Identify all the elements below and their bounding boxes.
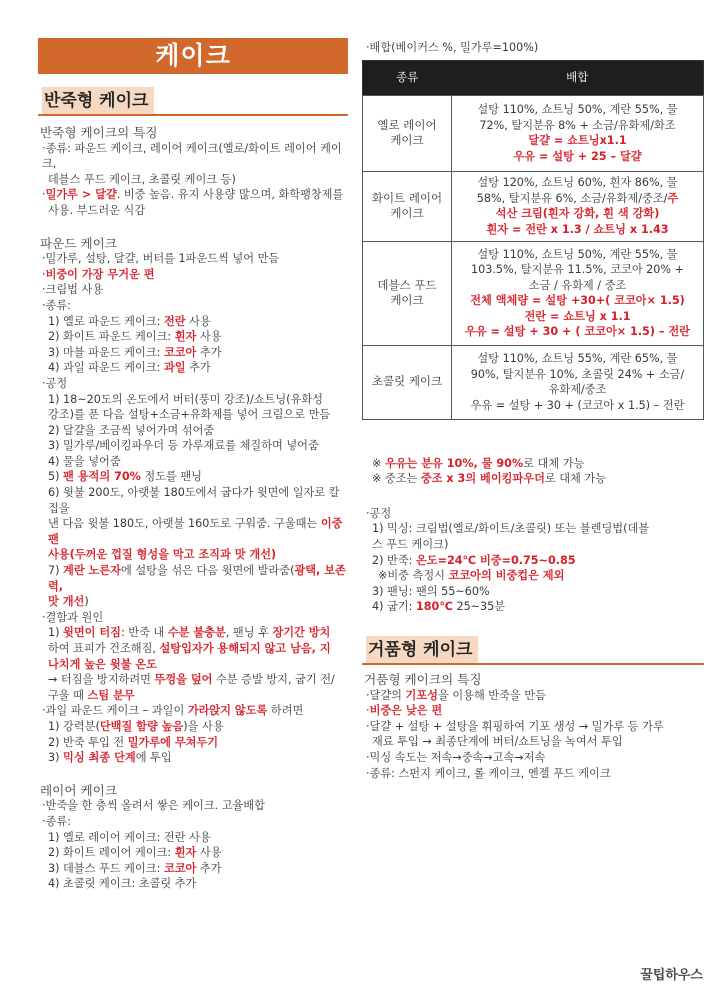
list-item: 5) 팬 용적의 70% 정도를 팬닝 [48,470,202,484]
left-column [38,87,348,892]
list-item: 낸 다음 윗불 180도, 아랫불 160도로 구워줌. 구울때는 이중팬 [48,517,343,546]
list-item: 하여 표피가 건조해짐, 설탕입자가 용해되지 않고 남음, 지 [48,642,331,655]
table-row [363,171,704,241]
list-item: 2) 화이트 레이어 케이크: 흰자 사용 [48,846,222,860]
list-item: 4) 굽기: 180℃ 25~35분 [372,600,506,614]
text-line: ·달걀 + 설탕 + 설탕을 휘핑하여 기포 생성 → 밀가루 등 가루 [366,719,664,733]
list-item: 1) 옐로 레이어 케이크: 전란 사용 [48,830,211,844]
text-line: ·달걀의 기포성을 이용해 반죽을 만듬 [366,688,546,702]
list-item: 사용(두꺼운 껍질 형성을 막고 조직과 맛 개선) [48,548,277,562]
subheading-foam-features: 거품형 케이크의 특징 [364,671,482,687]
list-item: 3) 마블 파운드 케이크: 코코아 추가 [48,345,222,359]
list-item: 4) 초콜릿 케이크: 초콜릿 추가 [48,877,197,891]
subheading-layer-cake: 레이어 케이크 [40,782,117,798]
text-line: 데블스 푸드 케이크, 초콜릿 케이크 등) [48,172,236,186]
subheading-features: 반죽형 케이크의 특징 [40,125,158,140]
text-line: ·공정 [366,506,392,520]
section-header-batter-cake [38,87,348,116]
text-line: ·과일 파운드 케이크 – 과일이 가라앉지 않도록 하려면 [42,704,304,718]
table-cell-mix: 설탕 110%, 쇼트닝 50%, 계란 55%, 물 103.5%, 탈지분유 11.5%, 코코아 20% + 소금 / 유화제 / 중조 전체 액체량 = 설탕 +30+( 코코아× 1.5) 전란 = 쇼트닝 x 1.1 우유 = 설탕 + 30 + ( 코코아× 1.5) – 전란 [452,241,704,345]
list-item: 구울 때 스팀 분무 [48,688,135,702]
text-line: ·반죽을 한 층씩 올려서 쌓은 케이크. 고율배합 [42,799,265,813]
table-cell-mix: 설탕 110%, 쇼트닝 50%, 계란 55%, 물 72%, 탈지분유 8% + 소금/유화제/화조 달걀 = 쇼트닝x1.1 우유 = 설탕 + 25 – 달걀 [452,95,704,171]
list-item: 4) 과일 파운드 케이크: 과일 추가 [48,361,211,375]
table-header-row [363,60,704,95]
text-line: ·비중이 가장 무거운 편 [42,267,155,281]
list-item: 6) 윗불 200도, 아랫불 180도에서 굽다가 윗면에 일자로 칼집을 [48,486,340,515]
list-item: 4) 물을 넣어줌 [48,454,121,468]
table-cell-type: 데블스 푸드 케이크 [363,241,452,345]
list-item: 맛 개선) [48,595,89,609]
note-line: ※ 중조는 중조 x 3의 베이킹파우더로 대체 가능 [372,472,607,486]
table-row [363,241,704,345]
list-item: 3) 팬닝: 팬의 55~60% [372,584,490,598]
table-cell-mix: 설탕 120%, 쇼트닝 60%, 흰자 86%, 물 58%, 탈지분유 6%, 소금/유화제/중조/주 석산 크림(흰자 강화, 흰 색 강화) 흰자 = 전란 x 1.3 / 쇼트닝 x 1.43 [452,171,704,241]
recipe-table [362,60,704,420]
list-item: 2) 달걀을 조금씩 넣어가며 섞어줌 [48,423,215,437]
list-item: 3) 데블스 푸드 케이크: 코코아 추가 [48,861,222,875]
table-cell-mix: 설탕 110%, 쇼트닝 55%, 계란 65%, 물 90%, 탈지분유 10%, 초콜릿 24% + 소금/ 유화제/중조 우유 = 설탕 + 30 + (코코아 x 1.5) – 전란 [452,345,704,419]
list-item: 7) 계란 노른자에 설탕을 섞은 다음 윗면에 발라줌(광택, 보존력, [48,564,346,593]
list-item: 강조)를 푼 다음 설탕+소금+유화제를 넣어 크림으로 만듬 [48,408,331,422]
column-header-mix: 배합 [452,60,704,95]
table-cell-type: 화이트 레이어 케이크 [363,171,452,241]
list-item: 1) 믹싱: 크림법(옐로/화이트/초콜릿) 또는 블렌딩법(데블 [372,522,650,536]
list-item: 1) 18~20도의 온도에서 버터(풍미 강조)/쇼트닝(유화성 [48,392,323,406]
text-line: 재료 투입 → 최종단계에 버터/쇼트닝을 녹여서 투입 [372,735,623,749]
right-column [362,40,704,781]
section-title: 반죽형 케이크 [42,87,154,114]
list-item: 2) 화이트 파운드 케이크: 흰자 사용 [48,330,222,344]
list-item: 3) 믹싱 최종 단계에 투입 [48,751,172,765]
brand-watermark: 꿀팁하우스 [640,968,703,983]
note-line: ※ 우유는 분유 10%, 물 90%로 대체 가능 [372,456,585,470]
table-row [363,95,704,171]
text-line: ·결함과 원인 [42,610,104,624]
list-item: 1) 강력분(단백질 함량 높음)을 사용 [48,719,224,733]
section-header-foam-cake [362,636,704,665]
column-header-type: 종류 [363,60,452,95]
text-line: ·종류: 파운드 케이크, 레이어 케이크(옐로/화이트 레이어 케이크, [42,141,342,171]
text-line: ·비중은 낮은 편 [366,704,443,718]
text-line: 사용. 부드러운 식감 [48,203,146,217]
text-line: ·종류: [42,298,71,312]
list-item: 3) 밀가루/베이킹파우더 등 가루재료를 체질하며 넣어줌 [48,439,319,453]
table-cell-type: 초콜릿 케이크 [363,345,452,419]
list-item: 2) 반죽 투입 전 밀가루에 무쳐두기 [48,735,219,749]
list-item: → 터짐을 방지하려면 뚜껑을 덮어 수분 증발 방지, 굽기 전/ [48,673,335,687]
text-line: ·믹싱 속도는 저속→중속→고속→저속 [366,750,546,764]
table-row [363,345,704,419]
text-line: ·공정 [42,376,68,390]
list-item: 1) 윗면이 터짐: 반죽 내 수분 불충분, 팬닝 후 장기간 방치 [48,626,331,640]
list-item: 2) 반죽: 온도=24℃ 비중=0.75~0.85 [372,553,576,567]
subheading-pound-cake: 파운드 케이크 [40,235,117,251]
list-item: 스 푸드 케이크) [372,537,449,551]
list-item: 나치게 높은 윗불 온도 [48,657,157,671]
table-cell-type: 옐로 레이어 케이크 [363,95,452,171]
text-line: ·종류: 스펀지 케이크, 롤 케이크, 엔젤 푸드 케이크 [366,766,611,780]
page-title: 케이크 [38,38,348,74]
text-line: ·밀가루, 설탕, 달걀, 버터를 1파운드씩 넣어 만듬 [42,252,280,266]
table-caption: ·배합(베이커스 %, 밀가루=100%) [366,41,539,54]
text-line: ·종류: [42,814,71,828]
text-line: ·밀가루 > 달걀. 비중 높음. 유지 사용량 많으며, 화학팽창제를 [42,188,344,202]
text-line: ·크림법 사용 [42,283,104,297]
list-item: 1) 옐로 파운드 케이크: 전란 사용 [48,314,211,328]
section-title: 거품형 케이크 [366,636,478,663]
list-item: ※비중 측정시 코코아의 비중컵은 제외 [378,569,565,583]
